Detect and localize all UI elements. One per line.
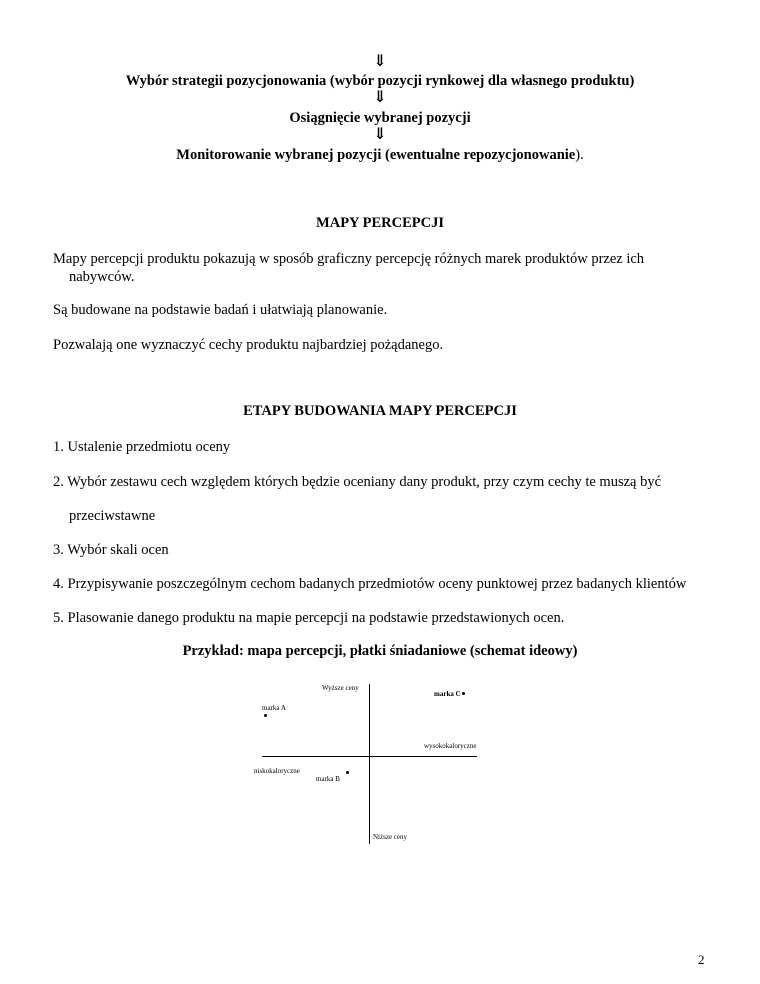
brand-b-point [346, 771, 349, 774]
axis-label-high-calorie: wysokokaloryczne [424, 742, 477, 750]
down-arrow-icon: ⇓ [373, 53, 387, 70]
flow-step-achieve: Osiągnięcie wybranej pozycji [289, 110, 471, 126]
brand-b-label: marka B [316, 775, 340, 783]
map-vertical-axis [369, 684, 370, 844]
axis-label-higher-price: Wyższe ceny [322, 684, 359, 692]
map-horizontal-axis [262, 756, 477, 757]
list-item-continuation: przeciwstawne [69, 508, 156, 524]
paragraph-definition-line1: Mapy percepcji produktu pokazują w sposób graficzny percepcję różnych marek produktów przez ich [53, 251, 645, 267]
example-caption: Przykład: mapa percepcji, płatki śniadaniowe (schemat ideowy) [182, 643, 578, 659]
section-title-stages: ETAPY BUDOWANIA MAPY PERCEPCJI [243, 403, 517, 419]
paragraph-definition-line2: nabywców. [69, 269, 135, 285]
brand-a-label: marka A [262, 704, 286, 712]
axis-label-low-calorie: niskokaloryczne [254, 767, 300, 775]
down-arrow-icon: ⇓ [373, 126, 387, 143]
list-item: 1. Ustalenie przedmiotu oceny [53, 439, 231, 455]
axis-label-lower-price: Niższe ceny [373, 833, 408, 841]
brand-c-point [462, 692, 465, 695]
list-item: 5. Plasowanie danego produktu na mapie percepcji na podstawie przedstawionych ocen. [53, 610, 565, 626]
brand-c-label: marka C [434, 690, 461, 698]
brand-a-point [264, 714, 267, 717]
paragraph-features: Pozwalają one wyznaczyć cechy produktu najbardziej pożądanego. [53, 337, 444, 353]
list-item: 2. Wybór zestawu cech względem których będzie oceniany dany produkt, przy czym cechy te muszą być [53, 474, 662, 490]
list-item: 4. Przypisywanie poszczególnym cechom badanych przedmiotów oceny punktowej przez badanych klientów [53, 576, 687, 592]
list-item: 3. Wybór skali ocen [53, 542, 169, 558]
flow-step-monitor [0, 147, 760, 164]
paragraph-research: Są budowane na podstawie badań i ułatwiają planowanie. [53, 302, 388, 318]
flow-step-strategy: Wybór strategii pozycjonowania (wybór pozycji rynkowej dla własnego produktu) [125, 73, 635, 89]
flow-step-monitor-text: Monitorowanie wybranej pozycji (ewentualne repozycjonowanie [176, 147, 576, 163]
down-arrow-icon: ⇓ [373, 89, 387, 106]
paragraph-definition [53, 250, 713, 286]
page-number: 2 [698, 952, 705, 967]
flow-step-monitor-tail: ). [575, 147, 584, 163]
section-title-maps: MAPY PERCEPCJI [316, 215, 444, 231]
